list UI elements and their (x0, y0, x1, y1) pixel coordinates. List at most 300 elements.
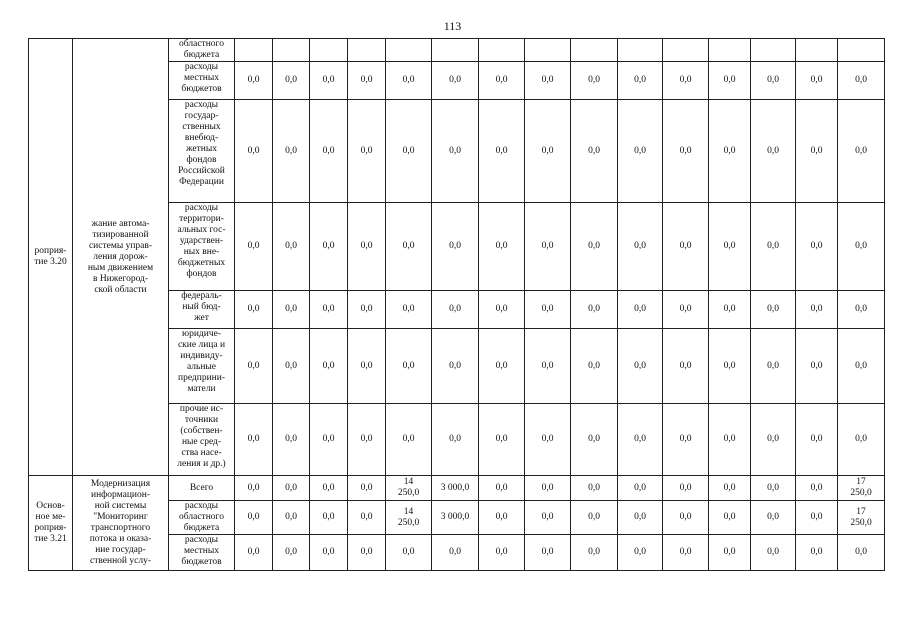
funding-source-label: юридиче- ские лица и индивиду- альные предприни- матели (177, 329, 226, 394)
cell-value: 0,0 (247, 512, 260, 522)
cell-value: 0,0 (495, 360, 508, 371)
value-cell (751, 203, 796, 291)
measure-label: Основ- ное ме- роприя- тие 3.21 (34, 501, 67, 544)
value-cell (273, 329, 310, 404)
cell-value: 0,0 (767, 360, 779, 371)
cell-value: 0,0 (679, 547, 692, 557)
cell-value: 0,0 (810, 512, 823, 522)
value-cell (796, 404, 838, 476)
cell-value: 0,0 (360, 512, 373, 522)
cell-value: 0,0 (634, 75, 646, 85)
cell-value: 0,0 (285, 75, 297, 85)
value-cell (618, 203, 663, 291)
cell-value: 14 250,0 (397, 506, 420, 528)
value-cell (479, 535, 525, 571)
cell-value: 0,0 (541, 145, 554, 156)
cell-value: 0,0 (855, 360, 867, 371)
value-cell (479, 501, 525, 535)
value-cell (838, 535, 885, 571)
funding-source-label: расходы государ- ственных внебюд- жетных фондов Российской Федерации (178, 100, 225, 187)
cell-value: 0,0 (541, 434, 554, 444)
cell-value: 0,0 (767, 547, 779, 557)
value-cell (386, 203, 432, 291)
cell-value: 0,0 (449, 434, 461, 444)
cell-value: 0,0 (402, 434, 415, 444)
value-cell (348, 476, 386, 501)
cell-value: 0,0 (634, 512, 646, 522)
value-cell (571, 291, 618, 329)
value-cell (273, 203, 310, 291)
cell-value: 0,0 (402, 241, 415, 251)
value-cell (751, 62, 796, 100)
description-cell (73, 39, 169, 476)
funding-source-label: федераль- ный бюд- жет (181, 291, 222, 323)
cell-value: 0,0 (495, 482, 508, 493)
value-cell (571, 404, 618, 476)
value-cell (479, 203, 525, 291)
cell-value: 0,0 (360, 241, 373, 251)
cell-value: 3 000,0 (440, 482, 470, 493)
cell-value: 0,0 (360, 304, 373, 314)
value-cell (432, 404, 479, 476)
cell-value: 0,0 (855, 145, 867, 156)
value-cell (432, 39, 479, 62)
value-cell (348, 291, 386, 329)
cell-value: 0,0 (679, 241, 692, 251)
value-cell (751, 291, 796, 329)
value-cell (709, 39, 751, 62)
value-cell (386, 501, 432, 535)
value-cell (618, 501, 663, 535)
value-cell (235, 203, 273, 291)
value-cell (838, 329, 885, 404)
funding-source-label: Всего (189, 482, 214, 493)
value-cell (838, 39, 885, 62)
cell-value: 0,0 (495, 145, 508, 156)
cell-value: 0,0 (285, 482, 297, 493)
value-cell (525, 39, 571, 62)
cell-value: 0,0 (247, 434, 260, 444)
value-cell (310, 329, 348, 404)
cell-value: 0,0 (679, 360, 692, 371)
value-cell (235, 291, 273, 329)
value-cell (386, 291, 432, 329)
value-cell (432, 476, 479, 501)
cell-value: 0,0 (285, 241, 297, 251)
value-cell (235, 404, 273, 476)
value-cell (432, 535, 479, 571)
value-cell (709, 62, 751, 100)
value-cell (571, 39, 618, 62)
funding-source-label: расходы местных бюджетов (181, 535, 222, 567)
funding-source-cell (169, 535, 235, 571)
cell-value: 0,0 (402, 145, 415, 156)
value-cell (618, 39, 663, 62)
value-cell (751, 535, 796, 571)
cell-value: 0,0 (322, 241, 335, 251)
value-cell (273, 501, 310, 535)
value-cell (479, 476, 525, 501)
value-cell (273, 535, 310, 571)
cell-value: 0,0 (541, 360, 554, 371)
value-cell (525, 100, 571, 203)
value-cell (273, 404, 310, 476)
cell-value: 0,0 (855, 547, 867, 557)
cell-value: 0,0 (322, 512, 335, 522)
value-cell (386, 404, 432, 476)
value-cell (751, 329, 796, 404)
cell-value: 0,0 (723, 547, 736, 557)
cell-value: 0,0 (285, 304, 297, 314)
cell-value: 0,0 (810, 75, 823, 85)
value-cell (348, 329, 386, 404)
cell-value: 0,0 (322, 304, 335, 314)
value-cell (838, 203, 885, 291)
value-cell (386, 100, 432, 203)
value-cell (310, 62, 348, 100)
cell-value: 0,0 (723, 241, 736, 251)
cell-value: 0,0 (810, 547, 823, 557)
cell-value: 0,0 (449, 547, 461, 557)
value-cell (571, 203, 618, 291)
value-cell (663, 476, 709, 501)
cell-value: 0,0 (767, 75, 779, 85)
description-cell (73, 476, 169, 571)
funding-source-cell (169, 329, 235, 404)
cell-value: 0,0 (247, 145, 260, 156)
cell-value: 0,0 (634, 145, 646, 156)
cell-value: 0,0 (360, 360, 373, 371)
value-cell (386, 476, 432, 501)
value-cell (525, 535, 571, 571)
value-cell (348, 501, 386, 535)
cell-value: 0,0 (810, 434, 823, 444)
cell-value: 0,0 (495, 75, 508, 85)
value-cell (432, 329, 479, 404)
cell-value: 0,0 (247, 241, 260, 251)
cell-value: 0,0 (588, 512, 600, 522)
value-cell (479, 329, 525, 404)
cell-value: 0,0 (723, 482, 736, 493)
value-cell (796, 476, 838, 501)
cell-value: 0,0 (360, 434, 373, 444)
value-cell (432, 291, 479, 329)
value-cell (310, 535, 348, 571)
value-cell (751, 39, 796, 62)
cell-value: 0,0 (767, 512, 779, 522)
value-cell (571, 62, 618, 100)
cell-value: 0,0 (402, 547, 415, 557)
value-cell (386, 329, 432, 404)
value-cell (618, 329, 663, 404)
value-cell (348, 100, 386, 203)
cell-value: 0,0 (495, 512, 508, 522)
cell-value: 0,0 (679, 75, 692, 85)
value-cell (709, 535, 751, 571)
cell-value: 0,0 (723, 434, 736, 444)
value-cell (310, 100, 348, 203)
cell-value: 17 250,0 (850, 477, 872, 498)
cell-value: 0,0 (322, 75, 335, 85)
cell-value: 0,0 (679, 512, 692, 522)
table-row (29, 39, 885, 62)
cell-value: 0,0 (679, 145, 692, 156)
cell-value: 3 000,0 (440, 512, 470, 522)
value-cell (618, 476, 663, 501)
cell-value: 0,0 (495, 547, 508, 557)
value-cell (235, 39, 273, 62)
cell-value: 0,0 (360, 75, 373, 85)
cell-value: 0,0 (322, 145, 335, 156)
cell-value: 14 250,0 (397, 477, 420, 498)
value-cell (479, 404, 525, 476)
value-cell (663, 39, 709, 62)
cell-value: 0,0 (495, 304, 508, 314)
value-cell (273, 62, 310, 100)
value-cell (348, 404, 386, 476)
value-cell (796, 100, 838, 203)
cell-value: 0,0 (588, 145, 600, 156)
value-cell (525, 329, 571, 404)
cell-value: 0,0 (495, 241, 508, 251)
value-cell (525, 476, 571, 501)
value-cell (386, 39, 432, 62)
value-cell (386, 535, 432, 571)
value-cell (571, 100, 618, 203)
value-cell (432, 100, 479, 203)
value-cell (348, 39, 386, 62)
value-cell (525, 203, 571, 291)
value-cell (432, 501, 479, 535)
funding-source-cell (169, 404, 235, 476)
value-cell (709, 404, 751, 476)
cell-value: 0,0 (541, 547, 554, 557)
value-cell (479, 291, 525, 329)
value-cell (525, 62, 571, 100)
value-cell (479, 62, 525, 100)
cell-value: 0,0 (322, 547, 335, 557)
value-cell (618, 535, 663, 571)
cell-value: 0,0 (247, 360, 260, 371)
cell-value: 0,0 (810, 145, 823, 156)
value-cell (709, 291, 751, 329)
description-text: жание автома- тизированной системы управ- ления дорож- ным движением в Нижегород- ской области (87, 218, 154, 295)
value-cell (525, 291, 571, 329)
cell-value: 17 250,0 (850, 506, 872, 528)
value-cell (796, 535, 838, 571)
cell-value: 0,0 (588, 482, 600, 493)
value-cell (348, 62, 386, 100)
cell-value: 0,0 (322, 482, 335, 493)
value-cell (310, 404, 348, 476)
budget-table (28, 38, 885, 571)
cell-value: 0,0 (634, 241, 646, 251)
value-cell (838, 100, 885, 203)
value-cell (235, 100, 273, 203)
value-cell (348, 203, 386, 291)
cell-value: 0,0 (855, 75, 867, 85)
cell-value: 0,0 (402, 75, 415, 85)
value-cell (571, 329, 618, 404)
cell-value: 0,0 (588, 360, 600, 371)
value-cell (235, 62, 273, 100)
value-cell (235, 476, 273, 501)
value-cell (796, 329, 838, 404)
value-cell (571, 476, 618, 501)
value-cell (709, 100, 751, 203)
value-cell (386, 62, 432, 100)
measure-cell (29, 39, 73, 476)
cell-value: 0,0 (855, 434, 867, 444)
cell-value: 0,0 (247, 547, 260, 557)
cell-value: 0,0 (767, 241, 779, 251)
value-cell (838, 62, 885, 100)
value-cell (273, 476, 310, 501)
cell-value: 0,0 (285, 360, 297, 371)
value-cell (235, 501, 273, 535)
value-cell (310, 291, 348, 329)
value-cell (663, 100, 709, 203)
value-cell (273, 39, 310, 62)
cell-value: 0,0 (723, 145, 736, 156)
value-cell (571, 501, 618, 535)
cell-value: 0,0 (767, 434, 779, 444)
value-cell (838, 476, 885, 501)
table-row (29, 476, 885, 501)
value-cell (663, 291, 709, 329)
cell-value: 0,0 (723, 512, 736, 522)
value-cell (273, 291, 310, 329)
value-cell (709, 203, 751, 291)
cell-value: 0,0 (541, 482, 554, 493)
value-cell (709, 329, 751, 404)
value-cell (751, 501, 796, 535)
cell-value: 0,0 (810, 304, 823, 314)
value-cell (618, 291, 663, 329)
value-cell (432, 62, 479, 100)
cell-value: 0,0 (634, 547, 646, 557)
value-cell (571, 535, 618, 571)
cell-value: 0,0 (767, 482, 779, 493)
value-cell (235, 535, 273, 571)
cell-value: 0,0 (360, 482, 373, 493)
cell-value: 0,0 (723, 75, 736, 85)
funding-source-label: областного бюджета (179, 39, 224, 60)
value-cell (709, 501, 751, 535)
value-cell (525, 501, 571, 535)
cell-value: 0,0 (588, 434, 600, 444)
value-cell (663, 203, 709, 291)
value-cell (663, 501, 709, 535)
cell-value: 0,0 (541, 304, 554, 314)
description-text: Модернизация информацион- ной системы "Мониторинг транспортного потока и оказа- ние государ- ственной услу- (89, 479, 152, 566)
funding-source-label: прочие ис- точники (собствен- ные сред- ства насе- ления и др.) (177, 404, 226, 469)
value-cell (310, 39, 348, 62)
measure-cell (29, 476, 73, 571)
value-cell (525, 404, 571, 476)
cell-value: 0,0 (285, 145, 297, 156)
cell-value: 0,0 (247, 482, 260, 493)
funding-source-label: расходы территори- альных гос- ударствен- ных вне- бюджетных фондов (177, 203, 226, 279)
cell-value: 0,0 (588, 75, 600, 85)
cell-value: 0,0 (679, 482, 692, 493)
cell-value: 0,0 (810, 482, 823, 493)
cell-value: 0,0 (588, 304, 600, 314)
value-cell (751, 404, 796, 476)
value-cell (618, 62, 663, 100)
cell-value: 0,0 (360, 547, 373, 557)
cell-value: 0,0 (285, 434, 297, 444)
funding-source-cell (169, 62, 235, 100)
cell-value: 0,0 (810, 241, 823, 251)
value-cell (796, 39, 838, 62)
value-cell (663, 62, 709, 100)
value-cell (838, 291, 885, 329)
cell-value: 0,0 (449, 145, 461, 156)
value-cell (479, 100, 525, 203)
cell-value: 0,0 (322, 360, 335, 371)
funding-source-cell (169, 100, 235, 203)
cell-value: 0,0 (402, 360, 415, 371)
value-cell (310, 476, 348, 501)
funding-source-label: расходы местных бюджетов (181, 62, 222, 94)
value-cell (348, 535, 386, 571)
value-cell (618, 100, 663, 203)
value-cell (796, 62, 838, 100)
value-cell (235, 329, 273, 404)
cell-value: 0,0 (588, 547, 600, 557)
value-cell (838, 501, 885, 535)
value-cell (663, 535, 709, 571)
cell-value: 0,0 (767, 304, 779, 314)
cell-value: 0,0 (588, 241, 600, 251)
cell-value: 0,0 (810, 360, 823, 371)
funding-source-cell (169, 291, 235, 329)
cell-value: 0,0 (723, 304, 736, 314)
cell-value: 0,0 (541, 75, 554, 85)
cell-value: 0,0 (767, 145, 779, 156)
cell-value: 0,0 (322, 434, 335, 444)
value-cell (310, 501, 348, 535)
cell-value: 0,0 (541, 512, 554, 522)
value-cell (838, 404, 885, 476)
value-cell (618, 404, 663, 476)
page-number: 113 (443, 19, 462, 33)
cell-value: 0,0 (634, 482, 646, 493)
cell-value: 0,0 (634, 434, 646, 444)
funding-source-cell (169, 476, 235, 501)
cell-value: 0,0 (679, 434, 692, 444)
funding-source-label: расходы областного бюджета (179, 501, 224, 533)
cell-value: 0,0 (855, 304, 867, 314)
value-cell (751, 100, 796, 203)
value-cell (479, 39, 525, 62)
value-cell (432, 203, 479, 291)
value-cell (273, 100, 310, 203)
cell-value: 0,0 (449, 304, 461, 314)
value-cell (751, 476, 796, 501)
cell-value: 0,0 (449, 241, 461, 251)
cell-value: 0,0 (247, 75, 260, 85)
value-cell (709, 476, 751, 501)
value-cell (796, 291, 838, 329)
cell-value: 0,0 (360, 145, 373, 156)
cell-value: 0,0 (634, 360, 646, 371)
cell-value: 0,0 (402, 304, 415, 314)
funding-source-cell (169, 501, 235, 535)
measure-label: роприя- тие 3.20 (34, 246, 67, 267)
cell-value: 0,0 (634, 304, 646, 314)
